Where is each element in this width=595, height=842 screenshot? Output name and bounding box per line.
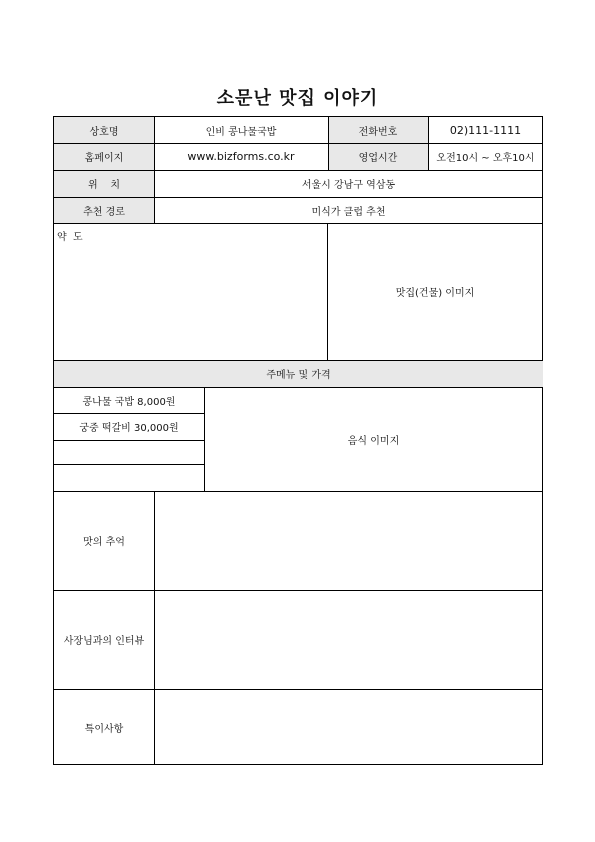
interview-label: 사장님과의 인터뷰: [63, 636, 145, 647]
grid-line: [154, 491, 155, 765]
grid-line: [54, 491, 543, 492]
notes-label: 특이사항: [84, 723, 124, 735]
hours-label: 영업시간: [328, 143, 428, 170]
menu-item[interactable]: [54, 464, 204, 491]
grid-line: [328, 117, 329, 170]
menu-header: 주메뉴 및 가격: [54, 360, 543, 387]
grid-line: [54, 170, 543, 171]
interview-field[interactable]: [154, 590, 543, 689]
grid-line: [204, 387, 205, 491]
grid-line: [54, 360, 543, 361]
grid-line: [54, 223, 543, 224]
shop-name-label: 상호명: [54, 117, 154, 143]
menu-item[interactable]: 궁중 떡갈비 30,000원: [79, 423, 179, 434]
page-title: 소문난 맛집 이야기: [216, 88, 379, 109]
grid-line: [428, 117, 429, 170]
menu-item[interactable]: 콩나물 국밥 8,000원: [82, 396, 176, 408]
memory-field[interactable]: [154, 491, 543, 590]
phone-value[interactable]: 02)111-1111: [449, 123, 522, 137]
restaurant-form: [53, 116, 543, 765]
location-value[interactable]: 서울시 강남구 역삼동: [301, 180, 396, 191]
building-image-area[interactable]: 맛집(건물) 이미지: [395, 288, 475, 299]
grid-line: [327, 223, 328, 360]
homepage-value[interactable]: www.bizforms.co.kr: [187, 150, 295, 163]
notes-field[interactable]: [154, 689, 543, 765]
route-label: 추천 경로: [54, 197, 154, 223]
shop-name-value[interactable]: 인비 콩나물국밥: [205, 126, 277, 138]
grid-line: [54, 197, 543, 198]
grid-line: [54, 413, 204, 414]
grid-line: [154, 117, 155, 223]
map-area[interactable]: 약 도: [57, 232, 83, 243]
route-value[interactable]: 미식가 클럽 추천: [311, 206, 386, 218]
phone-label: 전화번호: [328, 117, 428, 143]
grid-line: [54, 440, 204, 441]
food-image-area[interactable]: 음식 이미지: [347, 435, 400, 447]
grid-line: [54, 143, 543, 144]
menu-item[interactable]: [54, 440, 204, 464]
grid-line: [54, 590, 543, 591]
hours-value[interactable]: 오전10시 ~ 오후10시: [436, 153, 535, 164]
grid-line: [54, 689, 543, 690]
location-label: 위 치: [54, 170, 154, 197]
grid-line: [54, 387, 543, 388]
grid-line: [54, 464, 204, 465]
homepage-label: 홈페이지: [54, 143, 154, 170]
memory-label: 맛의 추억: [83, 537, 125, 548]
